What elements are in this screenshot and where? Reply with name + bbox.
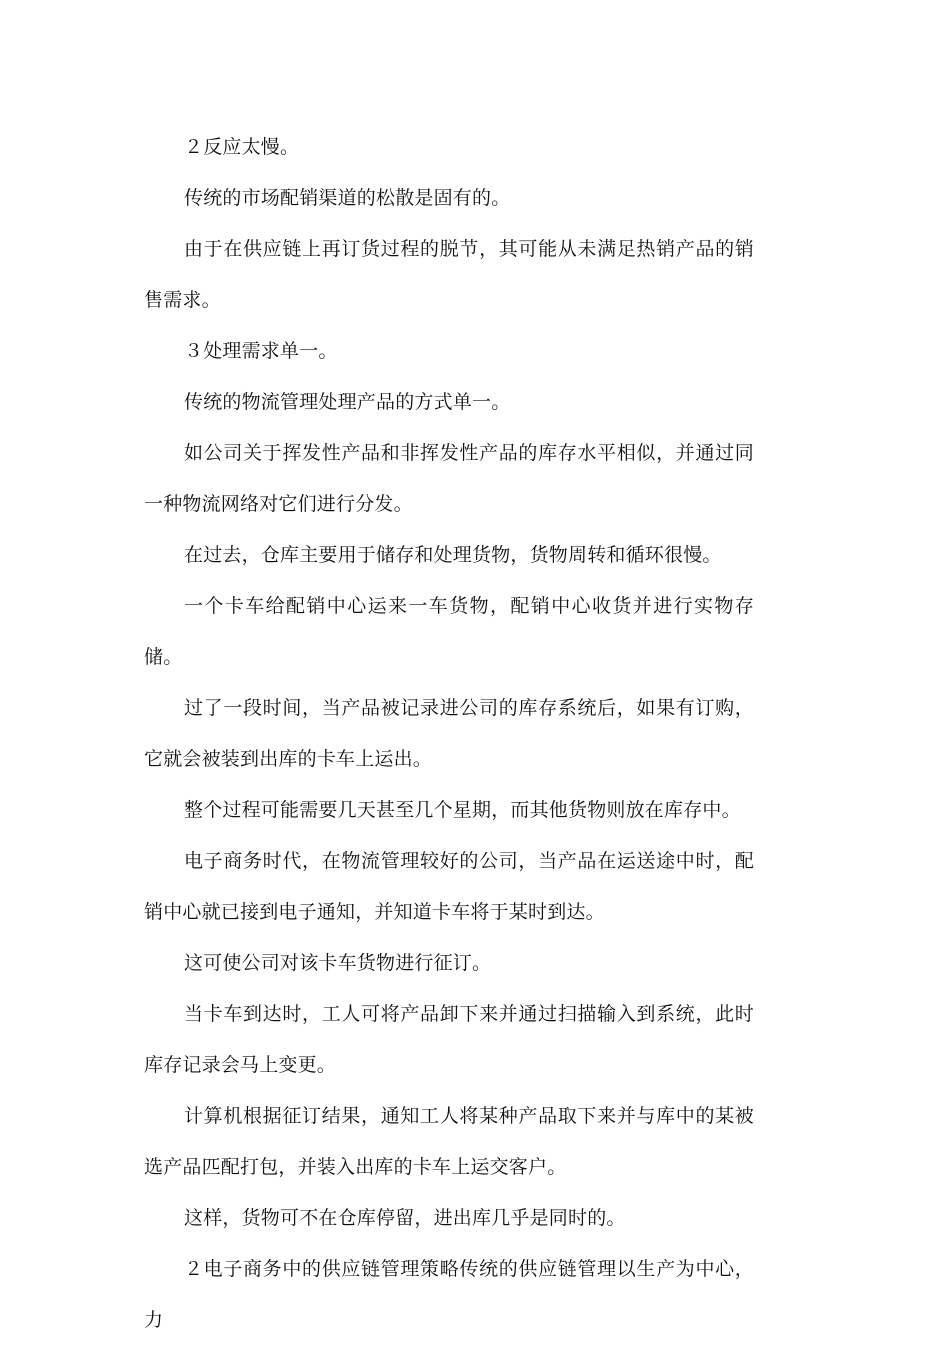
paragraph: 这可使公司对该卡车货物进行征订。 [184, 952, 492, 974]
document-body [144, 122, 754, 1346]
paragraph: 电子商务时代，在物流管理较好的公司，当产品在运送途中时，配销中心就已接到电子通知，并知道卡车将于某时到达。 [144, 850, 754, 923]
paragraph: 这样，货物可不在仓库停留，进出库几乎是同时的。 [184, 1207, 626, 1229]
paragraph: 传统的物流管理处理产品的方式单一。 [184, 391, 511, 413]
paragraph: 由于在供应链上再订货过程的脱节，其可能从未满足热销产品的销售需求。 [144, 238, 754, 311]
paragraph-heading-slow-response: ２反应太慢。 [184, 136, 300, 158]
paragraph-heading-single-demand: ３处理需求单一。 [184, 340, 338, 362]
paragraph: 当卡车到达时，工人可将产品卸下来并通过扫描输入到系统，此时库存记录会马上变更。 [144, 1003, 754, 1076]
paragraph: 如公司关于挥发性产品和非挥发性产品的库存水平相似，并通过同一种物流网络对它们进行分发。 [144, 442, 754, 515]
paragraph: 在过去，仓库主要用于储存和处理货物，货物周转和循环很慢。 [184, 544, 722, 566]
paragraph: 传统的市场配销渠道的松散是固有的。 [184, 187, 511, 209]
paragraph: 计算机根据征订结果，通知工人将某种产品取下来并与库中的某被选产品匹配打包，并装入出库的卡车上运交客户。 [144, 1105, 754, 1178]
paragraph: 整个过程可能需要几天甚至几个星期，而其他货物则放在库存中。 [184, 799, 741, 821]
paragraph-heading-strategy: ２电子商务中的供应链管理策略传统的供应链管理以生产为中心，力 [144, 1258, 754, 1331]
paragraph: 过了一段时间，当产品被记录进公司的库存系统后，如果有订购，它就会被装到出库的卡车上运出。 [144, 697, 754, 770]
paragraph: 一个卡车给配销中心运来一车货物，配销中心收货并进行实物存储。 [144, 595, 754, 668]
